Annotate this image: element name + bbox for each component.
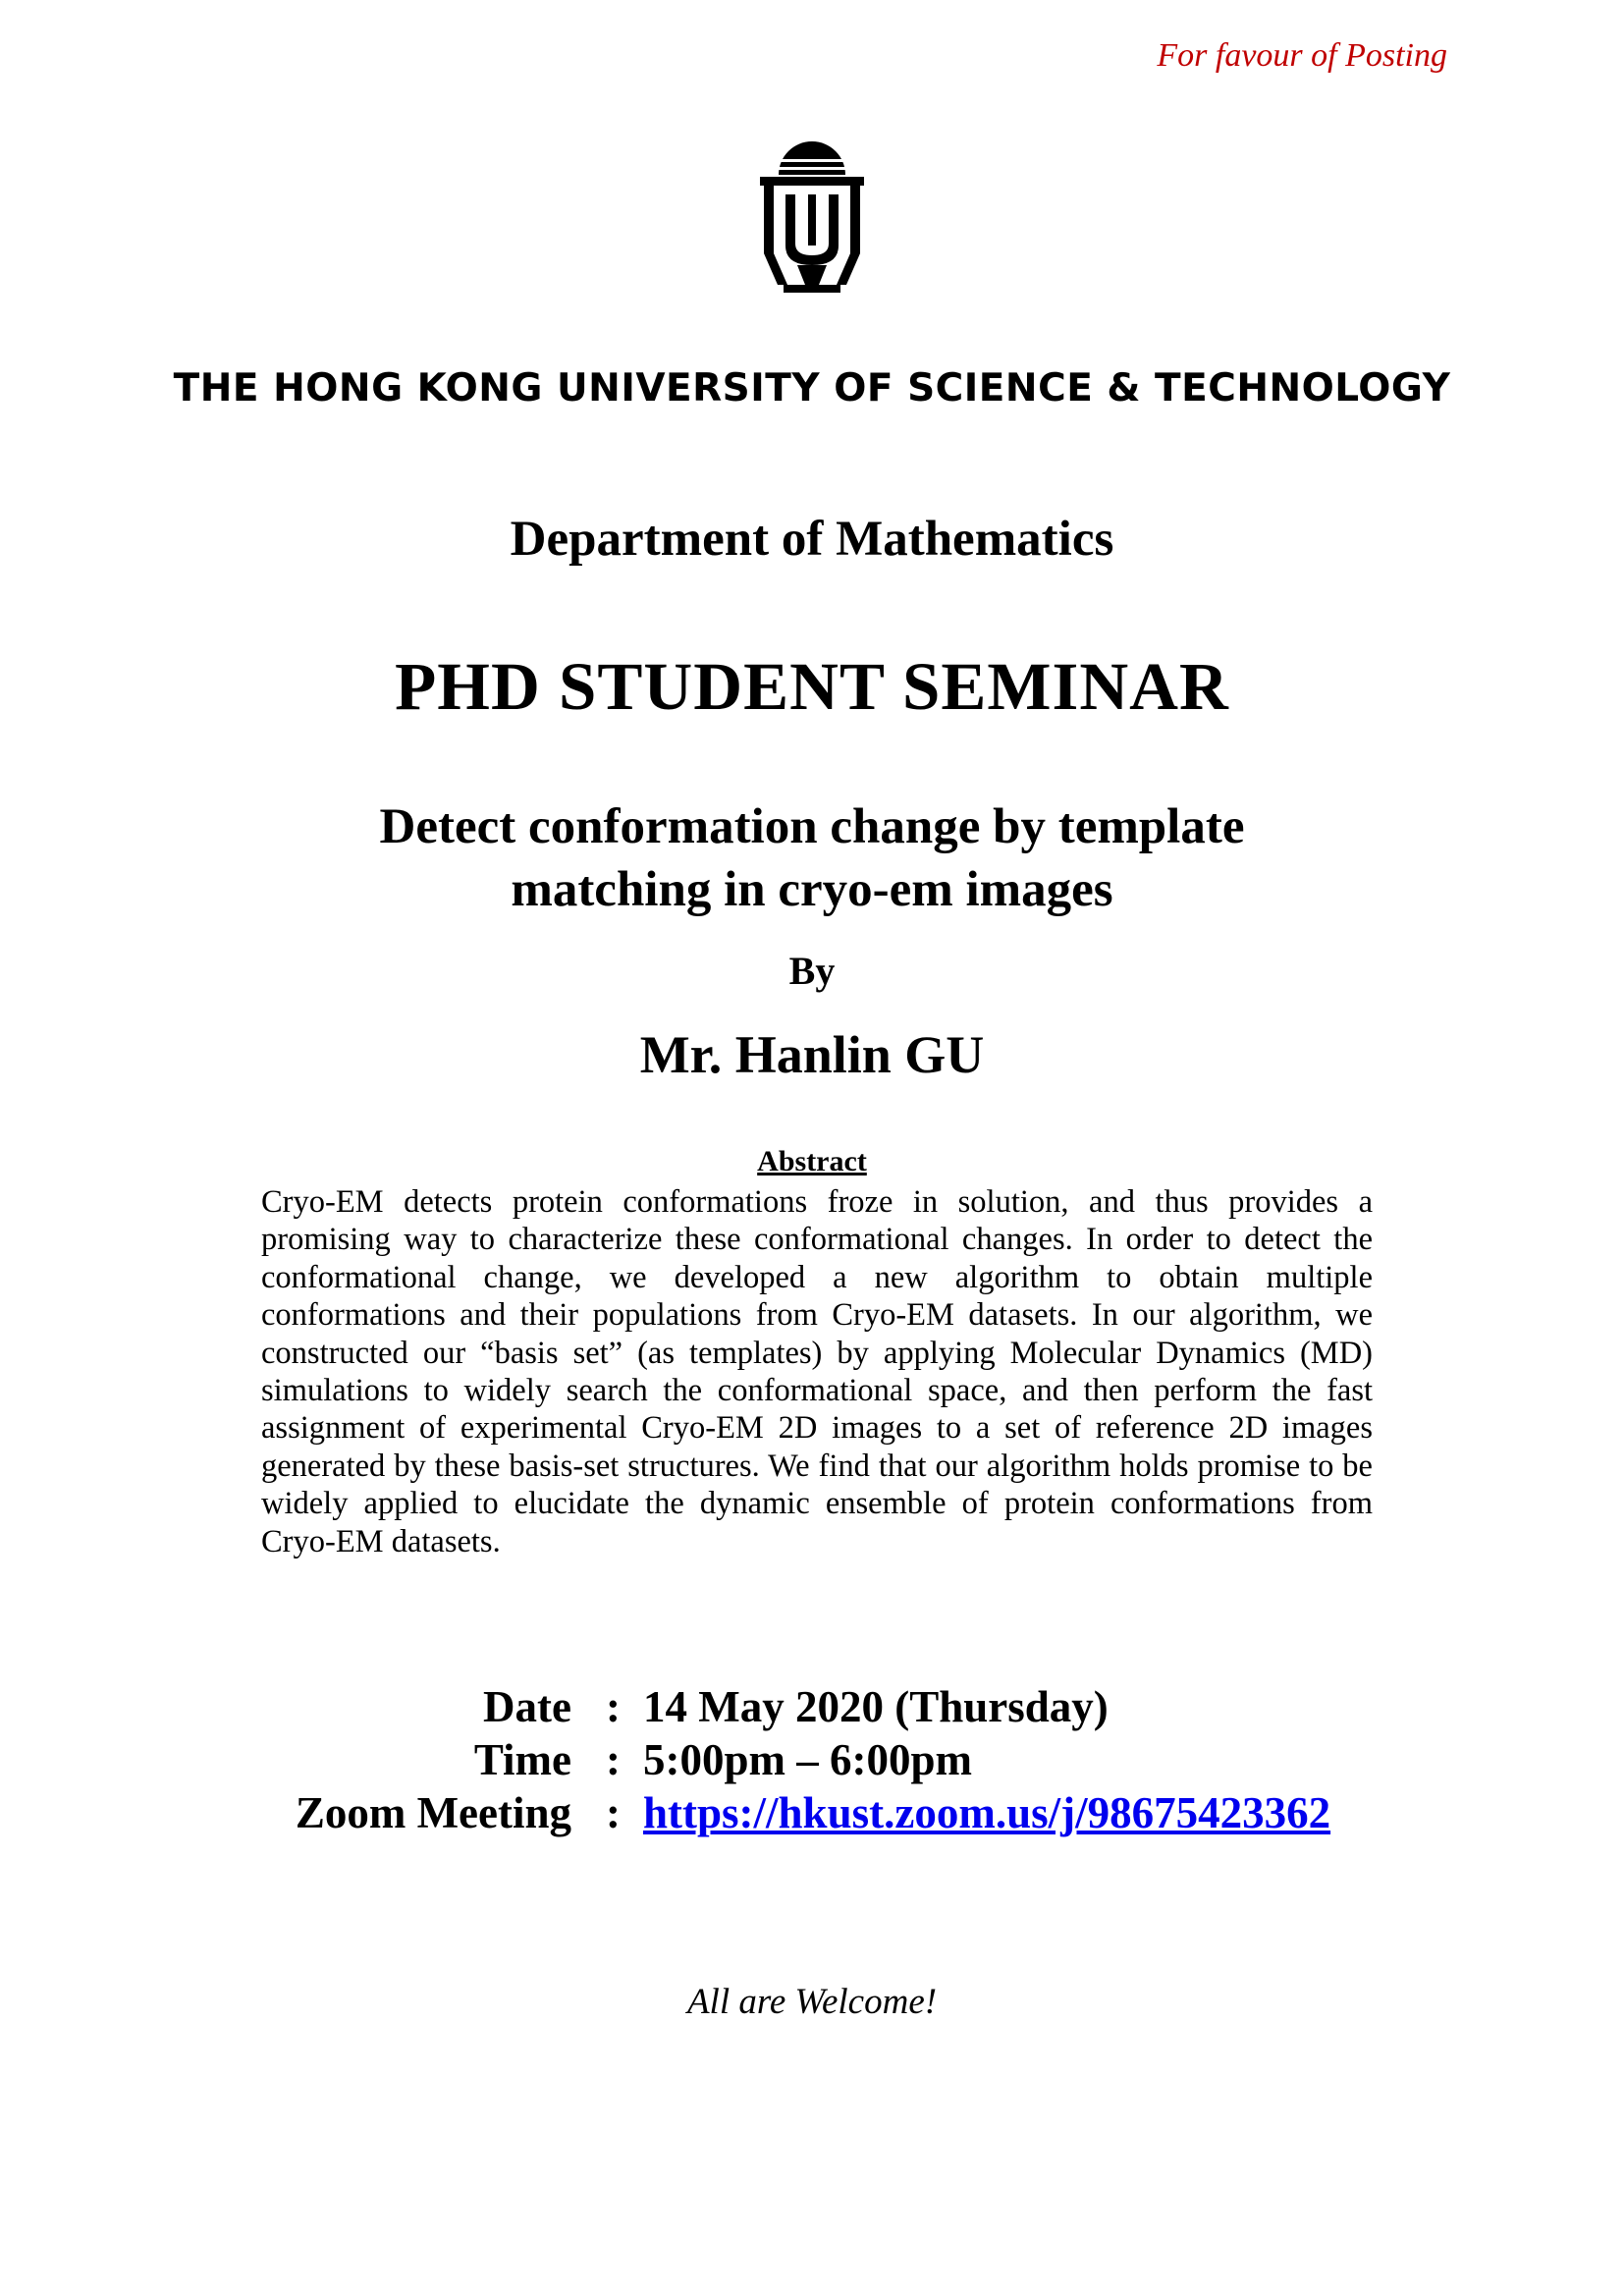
time-value: 5:00pm – 6:00pm	[643, 1735, 972, 1784]
abstract-text: Cryo-EM detects protein conformations froze in solution, and thus provides a promising way to characterize these conformational changes. In order to detect the conformational change, we developed a new algorithm to obtain multiple conformations and their populations from Cryo-EM datasets. In our algorithm, we constructed our “basis set” (as templates) by applying Molecular Dynamics (MD) simulations to widely search the conformational space, and then perform the fast assignment of experimental Cryo-EM 2D images to a set of reference 2D images generated by these basis-set structures. We find that our algorithm holds promise to be widely applied to elucidate the dynamic ensemble of protein conformations from Cryo-EM datasets.	[261, 1184, 1373, 1559]
logo-container	[0, 137, 1624, 295]
zoom-separator: :	[606, 1788, 621, 1837]
date-separator: :	[606, 1682, 621, 1731]
date-row	[0, 1681, 1624, 1734]
date-value: 14 May 2020 (Thursday)	[643, 1682, 1109, 1731]
speaker-name: Mr. Hanlin GU	[639, 1025, 985, 1084]
talk-title-line-2: matching in cryo-em images	[511, 862, 1113, 917]
hkust-logo-icon	[758, 137, 866, 295]
posting-note: For favour of Posting	[1157, 37, 1447, 74]
zoom-row	[0, 1787, 1624, 1840]
time-row	[0, 1734, 1624, 1787]
zoom-label: Zoom Meeting	[295, 1788, 571, 1837]
time-separator: :	[606, 1735, 621, 1784]
department-name: Department of Mathematics	[510, 512, 1114, 567]
talk-title-line-1: Detect conformation change by template	[379, 799, 1245, 854]
university-name: THE HONG KONG UNIVERSITY OF SCIENCE & TECHNOLOGY	[173, 366, 1451, 410]
time-label: Time	[473, 1735, 571, 1784]
abstract-heading: Abstract	[757, 1145, 867, 1177]
by-label: By	[788, 949, 836, 993]
seminar-heading: PHD STUDENT SEMINAR	[395, 649, 1229, 724]
talk-title	[272, 795, 1352, 921]
date-label: Date	[483, 1682, 571, 1731]
welcome-message: All are Welcome!	[686, 1982, 938, 2022]
zoom-meeting-link[interactable]: https://hkust.zoom.us/j/98675423362	[643, 1788, 1331, 1837]
event-details	[0, 1681, 1624, 1840]
